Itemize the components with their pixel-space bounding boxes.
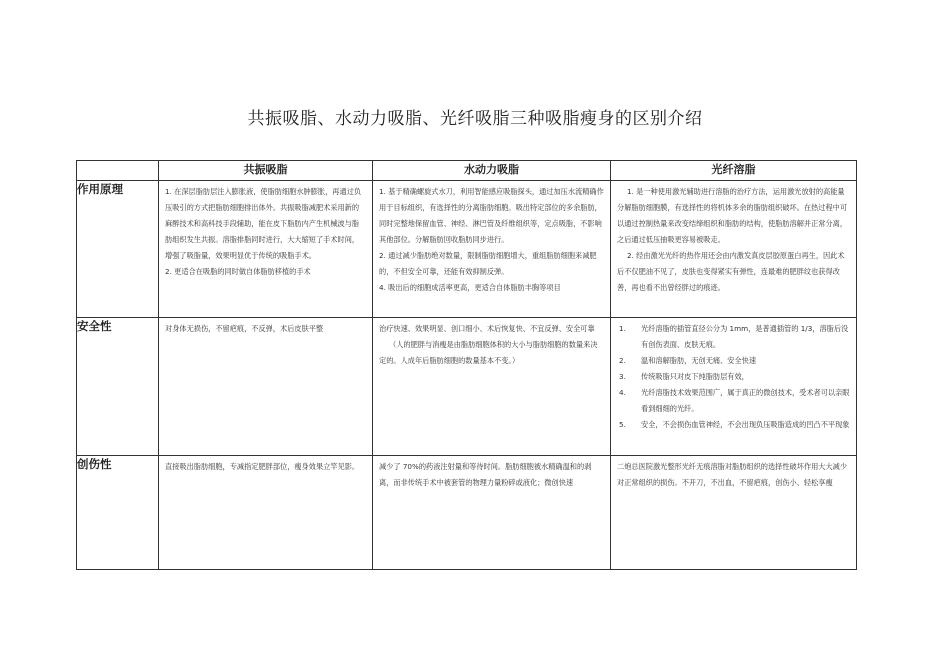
- list-item: [617, 353, 850, 369]
- header-blank: [77, 161, 159, 181]
- header-resonance: 共振吸脂: [159, 161, 373, 181]
- cell-paragraph: 2. 通过减少脂肪绝对数量，限制脂肪细胞增大，重组脂肪细胞来减肥的，不但安全可靠，还能有效抑制反弹。: [379, 251, 597, 276]
- cell-paragraph: 1. 在深层脂肪层注入膨胀液，使脂肪细胞水肿膨胀，再通过负压吸引的方式把脂肪细胞排出体外。共振吸脂减肥术采用新的麻醉技术和高科技手段辅助，能在皮下脂肪内产生机械波与脂肪组织发生共振。溶脂排脂同时进行，大大缩短了手术时间，增强了吸脂量，效果明显优于传统的吸脂手术。: [165, 187, 362, 260]
- cell-paragraph: 1. 是一种使用激光辅助进行溶脂的治疗方法，运用激光放射的高能量分解脂肪细胞膜，有选择性的将机体多余的脂肪组织破坏。在热过程中可以通过控制热量来改变结缔组织和脂肪的结构，使脂肪溶解并正常分离，之后通过低压抽吸更容易被吸走。: [617, 187, 848, 244]
- list-number: 2.: [619, 356, 626, 365]
- row-label: 作用原理: [77, 181, 159, 318]
- cell: [611, 181, 857, 318]
- cell: [159, 181, 373, 318]
- list-text: 光纤溶脂技术效果范围广，属于真正的微创技术，受术者可以亲眼看到细细的光纤。: [641, 388, 850, 413]
- cell-paragraph: 对身体无损伤，不留疤痕，不反弹，术后皮肤平整: [165, 324, 324, 333]
- list-text: 传统吸脂只对皮下纯脂肪层有效，: [641, 372, 749, 381]
- cell-paragraph: 二炮总医院激光整形光纤无痕溶脂对脂肪组织的选择性破坏作用大大减少对正常组织的损伤。不开刀，不出血，不留疤痕，创伤小、轻松享瘦: [617, 462, 848, 487]
- cell-paragraph: 直接吸出脂肪细胞，专减指定肥胖部位，瘦身效果立竿见影。: [165, 462, 360, 471]
- table-row: [77, 181, 857, 318]
- header-hydro: 水动力吸脂: [373, 161, 611, 181]
- cell: [159, 456, 373, 570]
- list-number: 5.: [619, 420, 626, 429]
- list-item: [617, 369, 850, 385]
- header-fiber: 光纤溶脂: [611, 161, 857, 181]
- list-text: 温和溶解脂肪，无创无痛、安全快速: [641, 356, 757, 365]
- cell: [373, 181, 611, 318]
- row-label: 安全性: [77, 318, 159, 456]
- cell-paragraph: 1. 基于精确螺旋式水刀，利用智能感应吸脂探头，通过加压水流精确作用于目标组织，有选择性的分离脂肪细胞。吸出特定部位的多余脂肪，同时完整地保留血管、神经、淋巴管及纤维组织等，定点吸脂，不影响其他部位。分解脂肪回收脂肪同步进行。: [379, 187, 604, 244]
- comparison-table: [76, 160, 857, 570]
- header-row: [77, 161, 857, 181]
- cell-paragraph: （人的肥胖与消瘦是由脂肪细胞体积的大小与脂肪细胞的数量来决定的。人成年后脂肪细胞的数量基本不变。）: [379, 340, 598, 365]
- table-row: [77, 456, 857, 570]
- list-number: 4.: [619, 388, 626, 397]
- cell-paragraph: 2. 更适合在吸脂的同时做自体脂肪移植的手术: [165, 267, 311, 276]
- cell: [373, 318, 611, 456]
- list-item: [617, 385, 850, 417]
- cell-paragraph: 4. 吸出后的细胞成活率更高，更适合自体脂肪丰胸等项目: [379, 283, 561, 292]
- row-label: 创伤性: [77, 456, 159, 570]
- page-title: 共振吸脂、水动力吸脂、光纤吸脂三种吸脂瘦身的区别介绍: [247, 109, 703, 129]
- list-item: [617, 321, 850, 353]
- cell: [159, 318, 373, 456]
- list-item: [617, 417, 850, 433]
- cell: [611, 456, 857, 570]
- cell: [611, 318, 857, 456]
- cell: [373, 456, 611, 570]
- table-row: [77, 318, 857, 456]
- cell-paragraph: 治疗快速、效果明显、创口细小、术后恢复快、不宜反弹、安全可靠: [379, 324, 595, 333]
- list-text: 光纤溶脂的插管直径公分为 1mm，是普通插管的 1/3，溶脂后没有创伤表面、皮肤无痕。: [641, 324, 849, 349]
- list-number: 3.: [619, 372, 626, 381]
- list-number: 1.: [619, 324, 626, 333]
- cell-paragraph: 2. 经由激光光纤的热作用还会由内激发真皮层胶原蛋白再生，因此术后不仅肥油不见了，皮肤也变得紧实有弹性，连最难的肥胖纹也获得改善，再也看不出曾经胖过的痕迹。: [617, 251, 845, 292]
- cell-paragraph: 减少了 70%的药液注射量和等待时间。脂肪细胞被水精确温和的剥离，而非传统手术中被套管的物理力量粉碎或液化；微创快速: [379, 462, 592, 487]
- list-text: 安全，不会损伤血管神经，不会出现负压吸脂造成的凹凸不平现象: [641, 420, 850, 429]
